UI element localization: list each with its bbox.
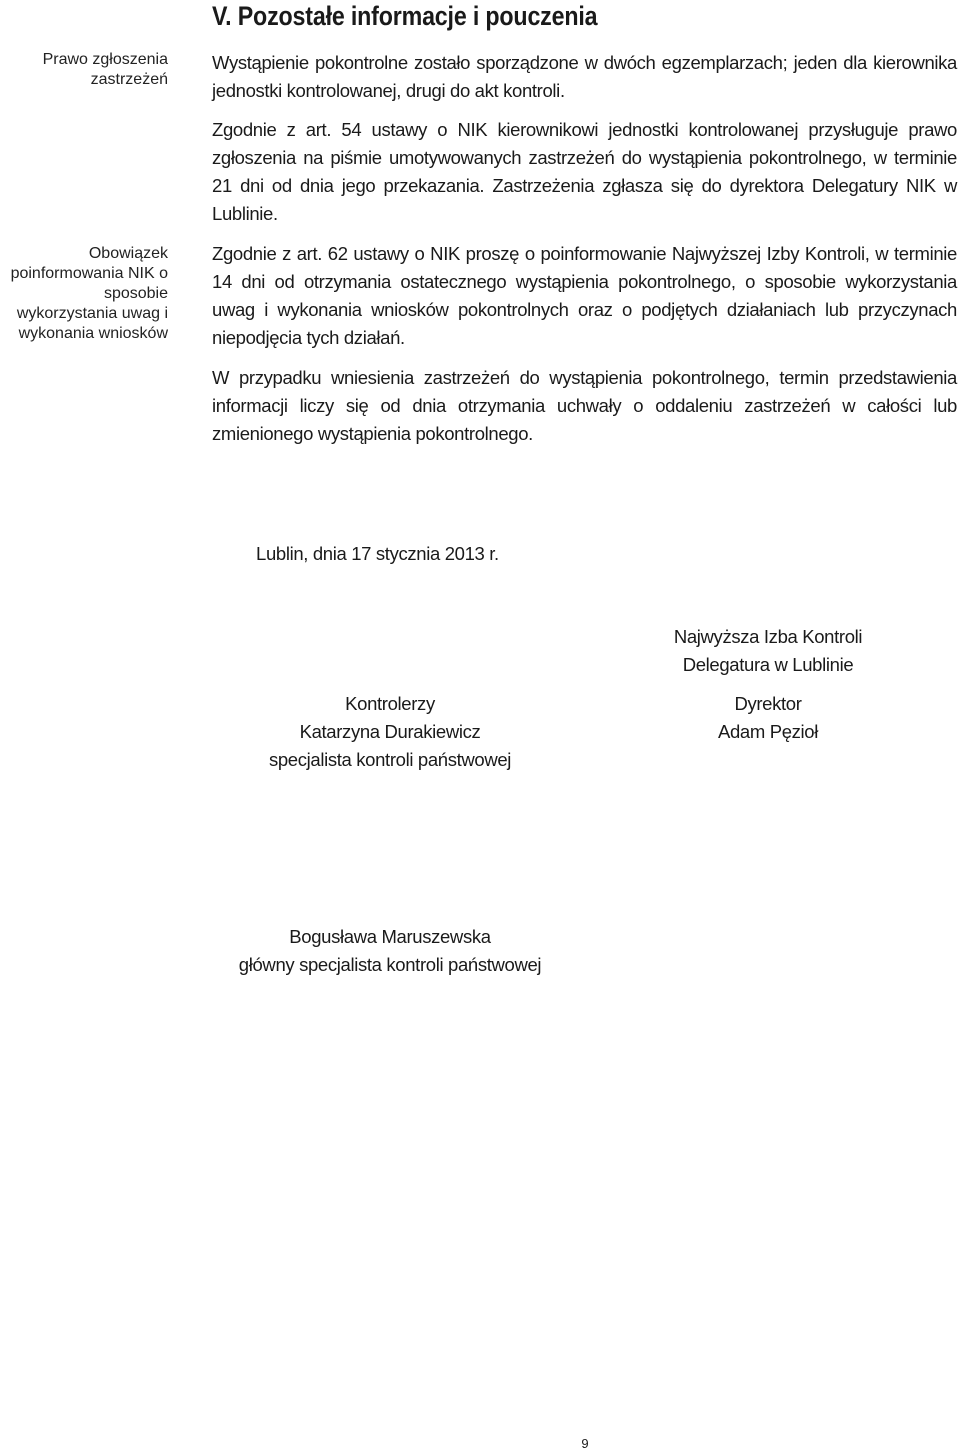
paragraph-objections bbox=[212, 116, 957, 228]
director-signature bbox=[620, 690, 916, 746]
director-name: Adam Pęzioł bbox=[717, 721, 818, 742]
section-heading: V. Pozostałe informacje i pouczenia bbox=[212, 1, 598, 31]
paragraph-inform-text: Zgodnie z art. 62 ustawy o NIK proszę o poinformowanie Najwyższej Izby Kontroli, w terminie 14 dni od otrzymania ostatecznego wystąpienia pokontrolnego, o sposobie wykorzystania uwag i wykonania wniosków pokontrolnych oraz o podjętych działaniach lub przyczynach niepodjęcia tych działań. bbox=[212, 243, 957, 348]
page-number: 9 bbox=[581, 1436, 589, 1451]
controllers-signature bbox=[240, 690, 540, 774]
institution-name: Najwyższa Izba Kontroli bbox=[673, 626, 863, 647]
controller-name-1: Katarzyna Durakiewicz bbox=[299, 721, 481, 742]
place-and-date: Lublin, dnia 17 stycznia 2013 r. bbox=[256, 543, 499, 564]
paragraph-inform bbox=[212, 240, 957, 352]
paragraph-deadline-text: W przypadku wniesienia zastrzeżeń do wystąpienia pokontrolnego, termin przedstawienia informacji liczy się od dnia otrzymania uchwały o oddaleniu zastrzeżeń w całości lub zmienionego wystąpienia pokontrolnego. bbox=[212, 367, 957, 444]
paragraph-deadline bbox=[212, 364, 957, 448]
controller-role-1: specjalista kontroli państwowej bbox=[268, 749, 512, 770]
institution-block bbox=[620, 623, 916, 679]
margin-note-duty-to-inform: Obowiązek poinformowania NIK o sposobie wykorzystania uwag i wykonania wniosków bbox=[10, 245, 168, 342]
controller-role-2: główny specjalista kontroli państwowej bbox=[238, 954, 542, 975]
margin-note-right-to-object: Prawo zgłoszenia zastrzeżeń bbox=[42, 51, 168, 88]
delegation-name: Delegatura w Lublinie bbox=[682, 654, 854, 675]
second-controller-signature bbox=[210, 923, 570, 979]
director-title: Dyrektor bbox=[734, 693, 802, 714]
controllers-title: Kontrolerzy bbox=[345, 693, 435, 714]
paragraph-copies-text: Wystąpienie pokontrolne zostało sporządzone w dwóch egzemplarzach; jeden dla kierownika jednostki kontrolowanej, drugi do akt kontroli. bbox=[212, 52, 957, 101]
paragraph-objections-text: Zgodnie z art. 54 ustawy o NIK kierownikowi jednostki kontrolowanej przysługuje prawo zgłoszenia na piśmie umotywowanych zastrzeżeń do wystąpienia pokontrolnego, w terminie 21 dni od dnia jego przekazania. Zastrzeżenia zgłasza się do dyrektora Delegatury NIK w Lublinie. bbox=[212, 119, 957, 224]
controller-name-2: Bogusława Maruszewska bbox=[289, 926, 491, 947]
paragraph-copies bbox=[212, 49, 957, 105]
